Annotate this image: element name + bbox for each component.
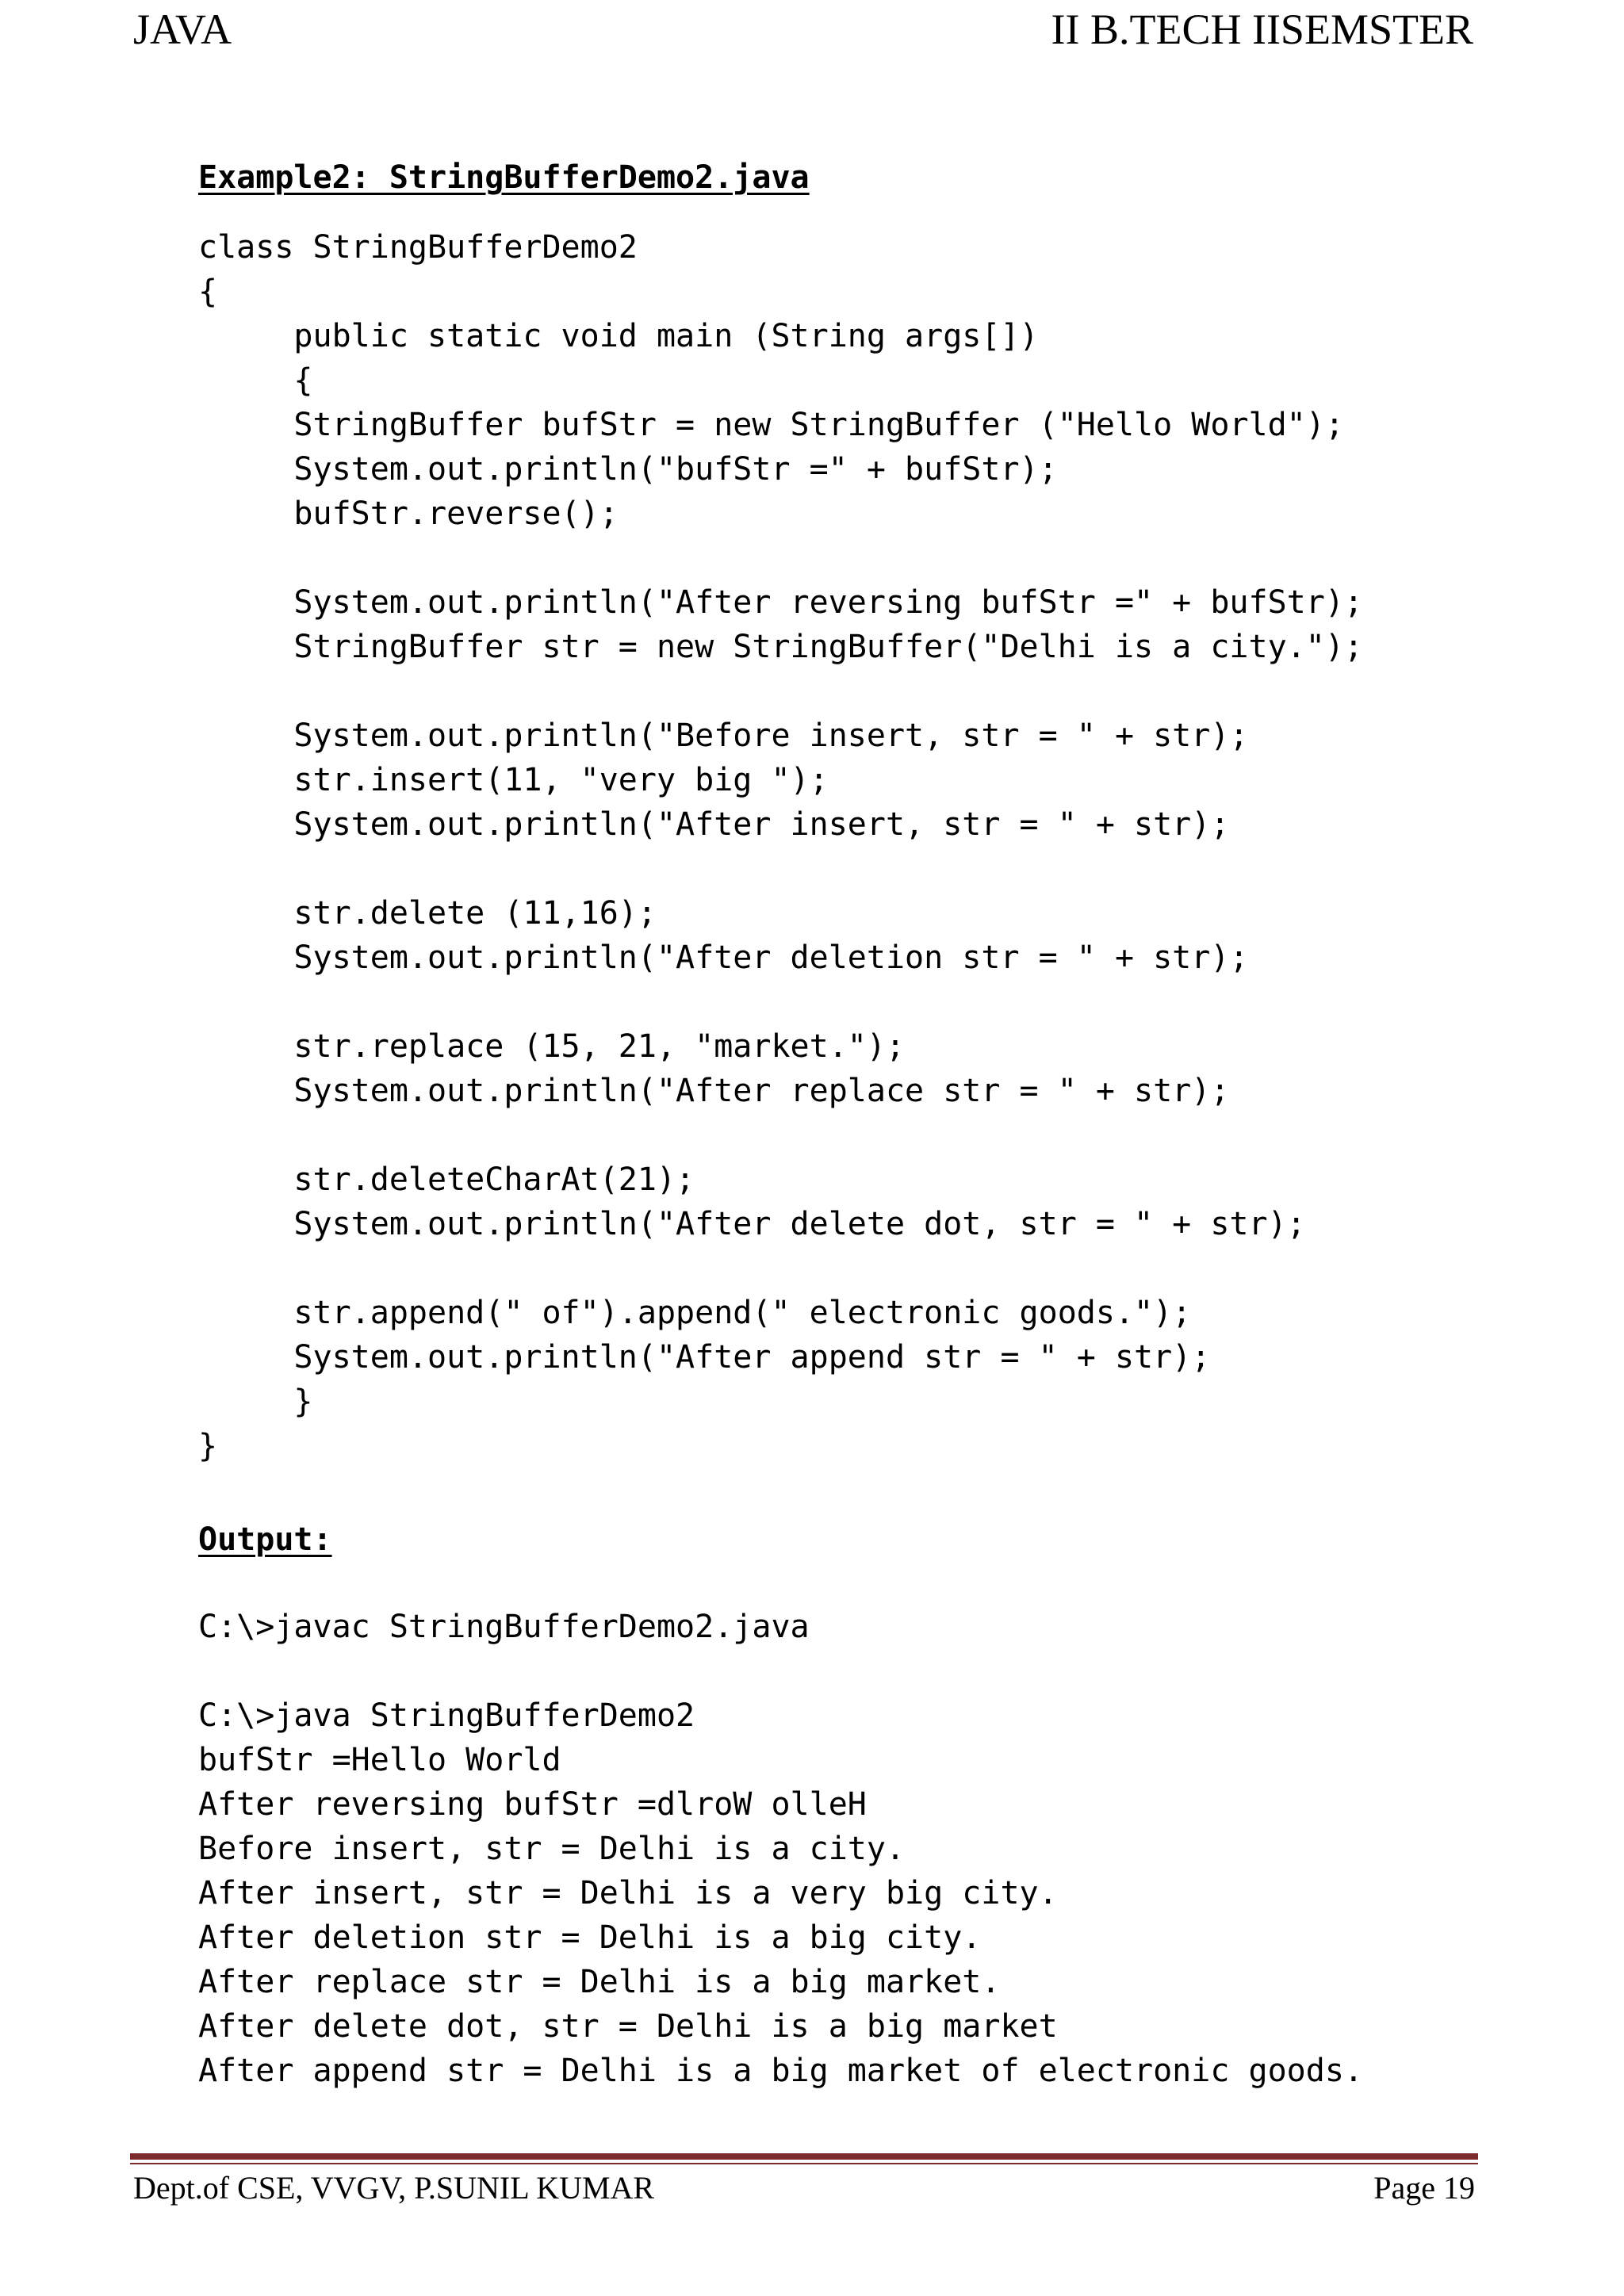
output-line: After delete dot, str = Delhi is a big market	[198, 2008, 1058, 2045]
output-line: bufStr =Hello World	[198, 1742, 561, 1778]
output-line: After replace str = Delhi is a big market.	[198, 1964, 1001, 2000]
code-line: {	[198, 274, 218, 310]
output-line: Before insert, str = Delhi is a city.	[198, 1831, 906, 1867]
code-line: }	[198, 1383, 313, 1420]
code-line: bufStr.reverse();	[198, 496, 619, 532]
code-line: str.insert(11, "very big ");	[198, 762, 829, 798]
code-line: System.out.println("After reversing bufStr =" + bufStr);	[198, 584, 1364, 621]
code-line: System.out.println("After append str = " + str);	[198, 1339, 1211, 1376]
code-line: str.append(" of").append(" electronic goods.");	[198, 1295, 1192, 1331]
output-title: Output:	[198, 1521, 332, 1558]
code-line	[198, 1246, 1363, 1291]
output-line: After reversing bufStr =dlroW olleH	[198, 1786, 867, 1823]
code-line	[198, 980, 1363, 1024]
code-line: StringBuffer str = new StringBuffer("Delhi is a city.");	[198, 629, 1364, 665]
code-line: {	[198, 362, 313, 399]
code-line: str.delete (11,16);	[198, 895, 657, 932]
footer-rule-thick	[130, 2153, 1478, 2160]
console-output	[198, 1605, 1363, 2093]
page-number: Page 19	[1373, 2170, 1475, 2206]
code-line	[198, 847, 1363, 891]
code-line: }	[198, 1428, 218, 1464]
output-line	[198, 1649, 1363, 1693]
output-line: C:\>javac StringBufferDemo2.java	[198, 1609, 810, 1645]
code-line: System.out.println("After deletion str = " + str);	[198, 939, 1249, 976]
output-line: After append str = Delhi is a big market of electronic goods.	[198, 2053, 1364, 2089]
output-line: C:\>java StringBufferDemo2	[198, 1697, 695, 1734]
footer-author: Dept.of CSE, VVGV, P.SUNIL KUMAR	[133, 2170, 655, 2206]
code-line: System.out.println("After insert, str = " + str);	[198, 806, 1230, 843]
code-line: str.replace (15, 21, "market.");	[198, 1028, 906, 1065]
code-line: System.out.println("Before insert, str = " + str);	[198, 718, 1249, 754]
code-line: class StringBufferDemo2	[198, 229, 638, 266]
code-line: public static void main (String args[])	[198, 318, 1039, 354]
code-line	[198, 536, 1363, 580]
code-line: StringBuffer bufStr = new StringBuffer ("Hello World");	[198, 407, 1344, 443]
code-listing	[198, 225, 1363, 1468]
code-line: System.out.println("bufStr =" + bufStr);	[198, 451, 1058, 488]
code-line	[198, 669, 1363, 714]
header-course: II B.TECH IISEMSTER	[1051, 6, 1473, 53]
code-line: str.deleteCharAt(21);	[198, 1161, 695, 1198]
example-title: Example2: StringBufferDemo2.java	[198, 159, 810, 196]
code-line	[198, 1113, 1363, 1158]
output-line: After deletion str = Delhi is a big city.	[198, 1919, 982, 1956]
output-line: After insert, str = Delhi is a very big city.	[198, 1875, 1058, 1911]
footer-rule-thin	[130, 2163, 1478, 2164]
header-subject: JAVA	[133, 6, 232, 53]
code-line: System.out.println("After delete dot, str = " + str);	[198, 1206, 1306, 1242]
code-line: System.out.println("After replace str = " + str);	[198, 1073, 1230, 1109]
